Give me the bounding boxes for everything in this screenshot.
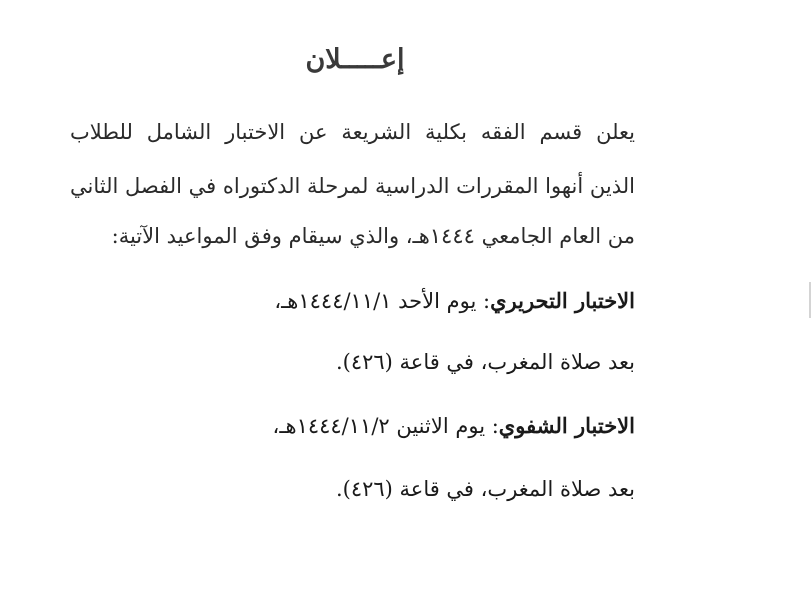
announcement-intro bbox=[70, 122, 635, 262]
intro-line-1: يعلن قسم الفقه بكلية الشريعة عن الاختبار الشامل للطلاب bbox=[70, 120, 635, 144]
written-exam-date-line bbox=[274, 288, 635, 313]
written-exam-date: : يوم الأحد ١٤٤٤/١١/١هـ، bbox=[274, 289, 491, 313]
oral-exam-location: بعد صلاة المغرب، في قاعة (٤٢٦). bbox=[335, 477, 635, 501]
intro-line-2: الذين أنهوا المقررات الدراسية لمرحلة الدكتوراه في الفصل الثاني bbox=[70, 174, 635, 198]
oral-exam-date-line bbox=[273, 413, 635, 438]
announcement-title: إعـــــلان bbox=[305, 44, 405, 75]
written-exam-label: الاختبار التحريري bbox=[490, 288, 635, 313]
intro-line-3: من العام الجامعي ١٤٤٤هـ، والذي سيقام وفق المواعيد الآتية: bbox=[111, 224, 635, 248]
oral-exam-label: الاختبار الشفوي bbox=[498, 413, 635, 438]
written-exam-location: بعد صلاة المغرب، في قاعة (٤٢٦). bbox=[335, 350, 635, 374]
oral-exam-date: : يوم الاثنين ١٤٤٤/١١/٢هـ، bbox=[272, 414, 499, 438]
